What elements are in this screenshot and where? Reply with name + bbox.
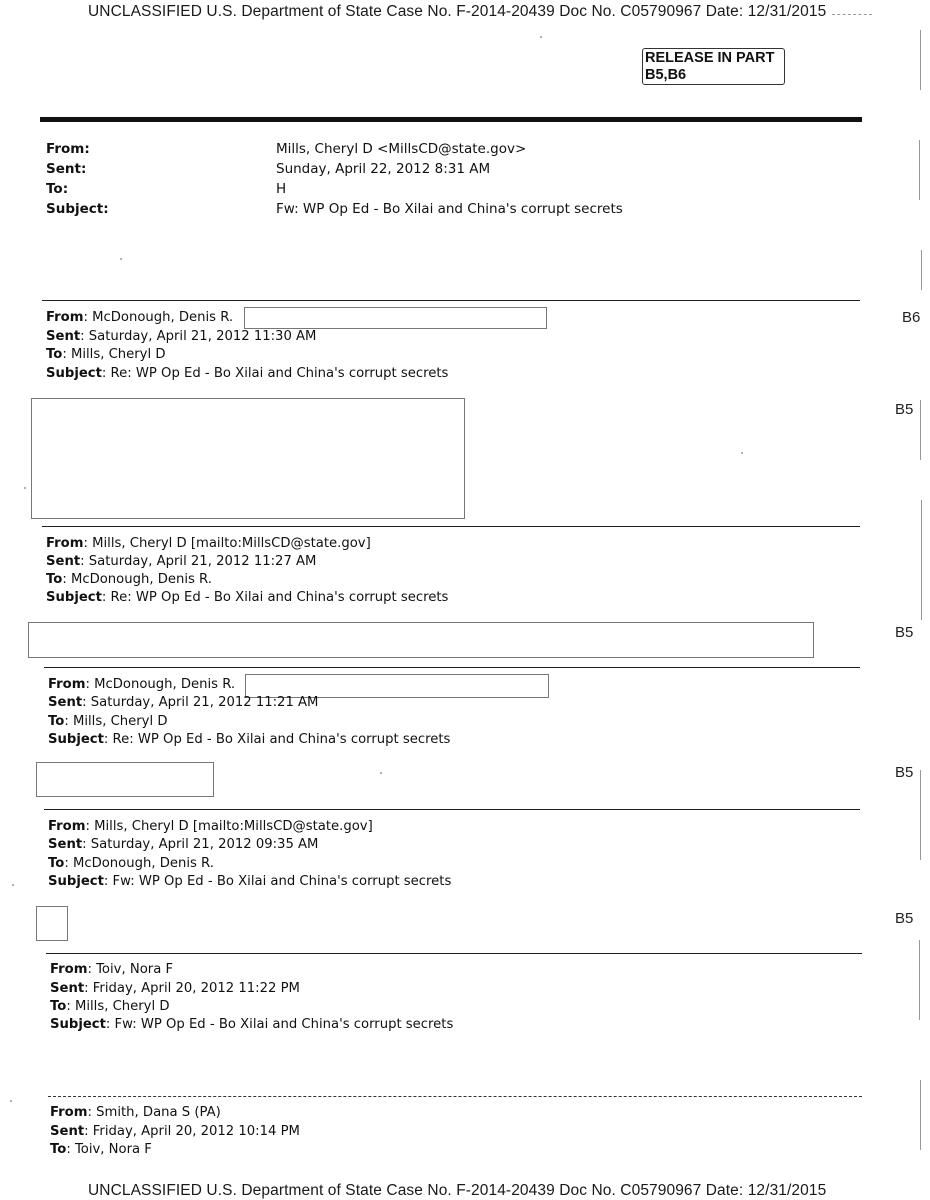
from-value: : Toiv, Nora F — [87, 962, 174, 977]
classification-banner-top: UNCLASSIFIED U.S. Department of State Case No. F-2014-20439 Doc No. C05790967 Date: 12/31/2015 — [88, 3, 827, 20]
message-5-subject — [50, 1016, 453, 1034]
message-2-from — [46, 535, 371, 553]
sent-value: : Friday, April 20, 2012 11:22 PM — [84, 981, 300, 996]
from-label: From — [46, 310, 84, 325]
from-value: : McDonough, Denis R. — [85, 677, 236, 692]
to-value: : Mills, Cheryl D — [64, 714, 168, 729]
header-to-label: To: — [46, 181, 69, 197]
scan-speck — [12, 884, 14, 886]
message-2-sent — [46, 553, 316, 571]
exemption-code: B5 — [895, 624, 914, 641]
sent-value: : Saturday, April 21, 2012 09:35 AM — [82, 837, 319, 852]
message-1-to — [46, 346, 166, 364]
sent-label: Sent — [50, 981, 85, 996]
to-value: : Mills, Cheryl D — [66, 999, 170, 1014]
scan-speck — [741, 452, 743, 454]
message-6-to — [50, 1141, 152, 1159]
subject-value: : Fw: WP Op Ed - Bo Xilai and China's corrupt secrets — [105, 1017, 454, 1032]
message-4-to — [48, 855, 214, 873]
to-value: : Toiv, Nora F — [66, 1142, 152, 1157]
subject-label: Subject — [46, 366, 102, 381]
from-label: From — [50, 1105, 88, 1120]
message-3-sent — [48, 694, 318, 712]
from-label: From — [48, 677, 86, 692]
sent-label: Sent — [46, 329, 81, 344]
scan-artifact-line — [920, 400, 921, 460]
subject-label: Subject — [48, 732, 104, 747]
to-value: : McDonough, Denis R. — [64, 856, 214, 871]
message-4-sent — [48, 836, 318, 854]
release-stamp-line2: B5,B6 — [645, 67, 687, 83]
message-divider — [46, 953, 862, 954]
from-value: : Smith, Dana S (PA) — [87, 1105, 221, 1120]
scan-speck — [10, 1100, 12, 1102]
redaction-box — [244, 307, 547, 329]
subject-label: Subject — [48, 874, 104, 889]
sent-value: : Saturday, April 21, 2012 11:30 AM — [80, 329, 317, 344]
message-3-from — [48, 676, 235, 694]
scan-artifact-line — [920, 30, 921, 90]
classification-banner-bottom: UNCLASSIFIED U.S. Department of State Case No. F-2014-20439 Doc No. C05790967 Date: 12/31/2015 — [88, 1182, 827, 1199]
message-5-from — [50, 961, 173, 979]
from-value: : McDonough, Denis R. — [83, 310, 234, 325]
subject-label: Subject — [50, 1017, 106, 1032]
header-from-value: Mills, Cheryl D <MillsCD@state.gov> — [276, 141, 527, 157]
message-divider — [42, 526, 860, 527]
subject-value: : Re: WP Op Ed - Bo Xilai and China's corrupt secrets — [101, 590, 449, 605]
sent-label: Sent — [46, 554, 81, 569]
message-4-from — [48, 818, 373, 836]
message-divider — [44, 809, 860, 810]
message-3-subject — [48, 731, 450, 749]
from-label: From — [48, 819, 86, 834]
message-2-to — [46, 571, 212, 589]
sent-value: : Saturday, April 21, 2012 11:21 AM — [82, 695, 319, 710]
header-subject-value: Fw: WP Op Ed - Bo Xilai and China's corrupt secrets — [276, 201, 623, 217]
message-5-sent — [50, 980, 300, 998]
sent-value: : Saturday, April 21, 2012 11:27 AM — [80, 554, 317, 569]
message-divider — [48, 1096, 862, 1097]
header-rule — [40, 117, 862, 122]
message-divider — [44, 667, 860, 668]
sent-label: Sent — [48, 837, 83, 852]
scan-artifact-line — [921, 250, 922, 290]
redaction-box — [36, 762, 214, 797]
header-sent-value: Sunday, April 22, 2012 8:31 AM — [276, 161, 491, 177]
scan-artifact-line — [919, 940, 920, 1020]
from-label: From — [46, 536, 84, 551]
header-to-value: H — [276, 181, 287, 197]
scan-mark — [832, 14, 872, 15]
sent-value: : Friday, April 20, 2012 10:14 PM — [84, 1124, 300, 1139]
to-label: To — [50, 1142, 67, 1157]
redaction-box — [36, 906, 68, 941]
message-5-to — [50, 998, 170, 1016]
message-1-subject — [46, 365, 448, 383]
to-label: To — [46, 347, 63, 362]
message-4-subject — [48, 873, 451, 891]
redaction-box — [28, 622, 814, 658]
subject-value: : Re: WP Op Ed - Bo Xilai and China's corrupt secrets — [103, 732, 451, 747]
scan-artifact-line — [919, 140, 920, 200]
from-value: : Mills, Cheryl D [mailto:MillsCD@state.gov] — [85, 819, 373, 834]
exemption-code: B5 — [895, 910, 914, 927]
subject-value: : Fw: WP Op Ed - Bo Xilai and China's corrupt secrets — [103, 874, 452, 889]
from-value: : Mills, Cheryl D [mailto:MillsCD@state.gov] — [83, 536, 371, 551]
from-label: From — [50, 962, 88, 977]
sent-label: Sent — [48, 695, 83, 710]
exemption-code: B5 — [895, 764, 914, 781]
scan-speck — [540, 36, 542, 38]
header-from-label: From: — [46, 141, 90, 157]
exemption-code: B6 — [902, 309, 921, 326]
message-2-subject — [46, 589, 448, 607]
scan-speck — [120, 258, 122, 260]
to-label: To — [50, 999, 67, 1014]
release-stamp-line1: RELEASE IN PART — [645, 50, 775, 66]
exemption-code: B5 — [895, 401, 914, 418]
scan-artifact-line — [920, 1080, 921, 1150]
scan-speck — [380, 772, 382, 774]
release-stamp — [642, 48, 785, 85]
redaction-box — [31, 398, 465, 519]
scan-speck — [24, 487, 26, 489]
to-value: : McDonough, Denis R. — [62, 572, 212, 587]
message-divider — [42, 300, 860, 301]
subject-label: Subject — [46, 590, 102, 605]
message-6-from — [50, 1104, 221, 1122]
to-label: To — [46, 572, 63, 587]
message-1-from — [46, 309, 233, 327]
to-value: : Mills, Cheryl D — [62, 347, 166, 362]
to-label: To — [48, 856, 65, 871]
to-label: To — [48, 714, 65, 729]
subject-value: : Re: WP Op Ed - Bo Xilai and China's corrupt secrets — [101, 366, 449, 381]
message-3-to — [48, 713, 168, 731]
sent-label: Sent — [50, 1124, 85, 1139]
message-6-sent — [50, 1123, 300, 1141]
header-sent-label: Sent: — [46, 161, 87, 177]
message-1-sent — [46, 328, 316, 346]
scan-artifact-line — [921, 500, 922, 620]
header-subject-label: Subject: — [46, 201, 109, 217]
scan-artifact-line — [920, 770, 921, 860]
